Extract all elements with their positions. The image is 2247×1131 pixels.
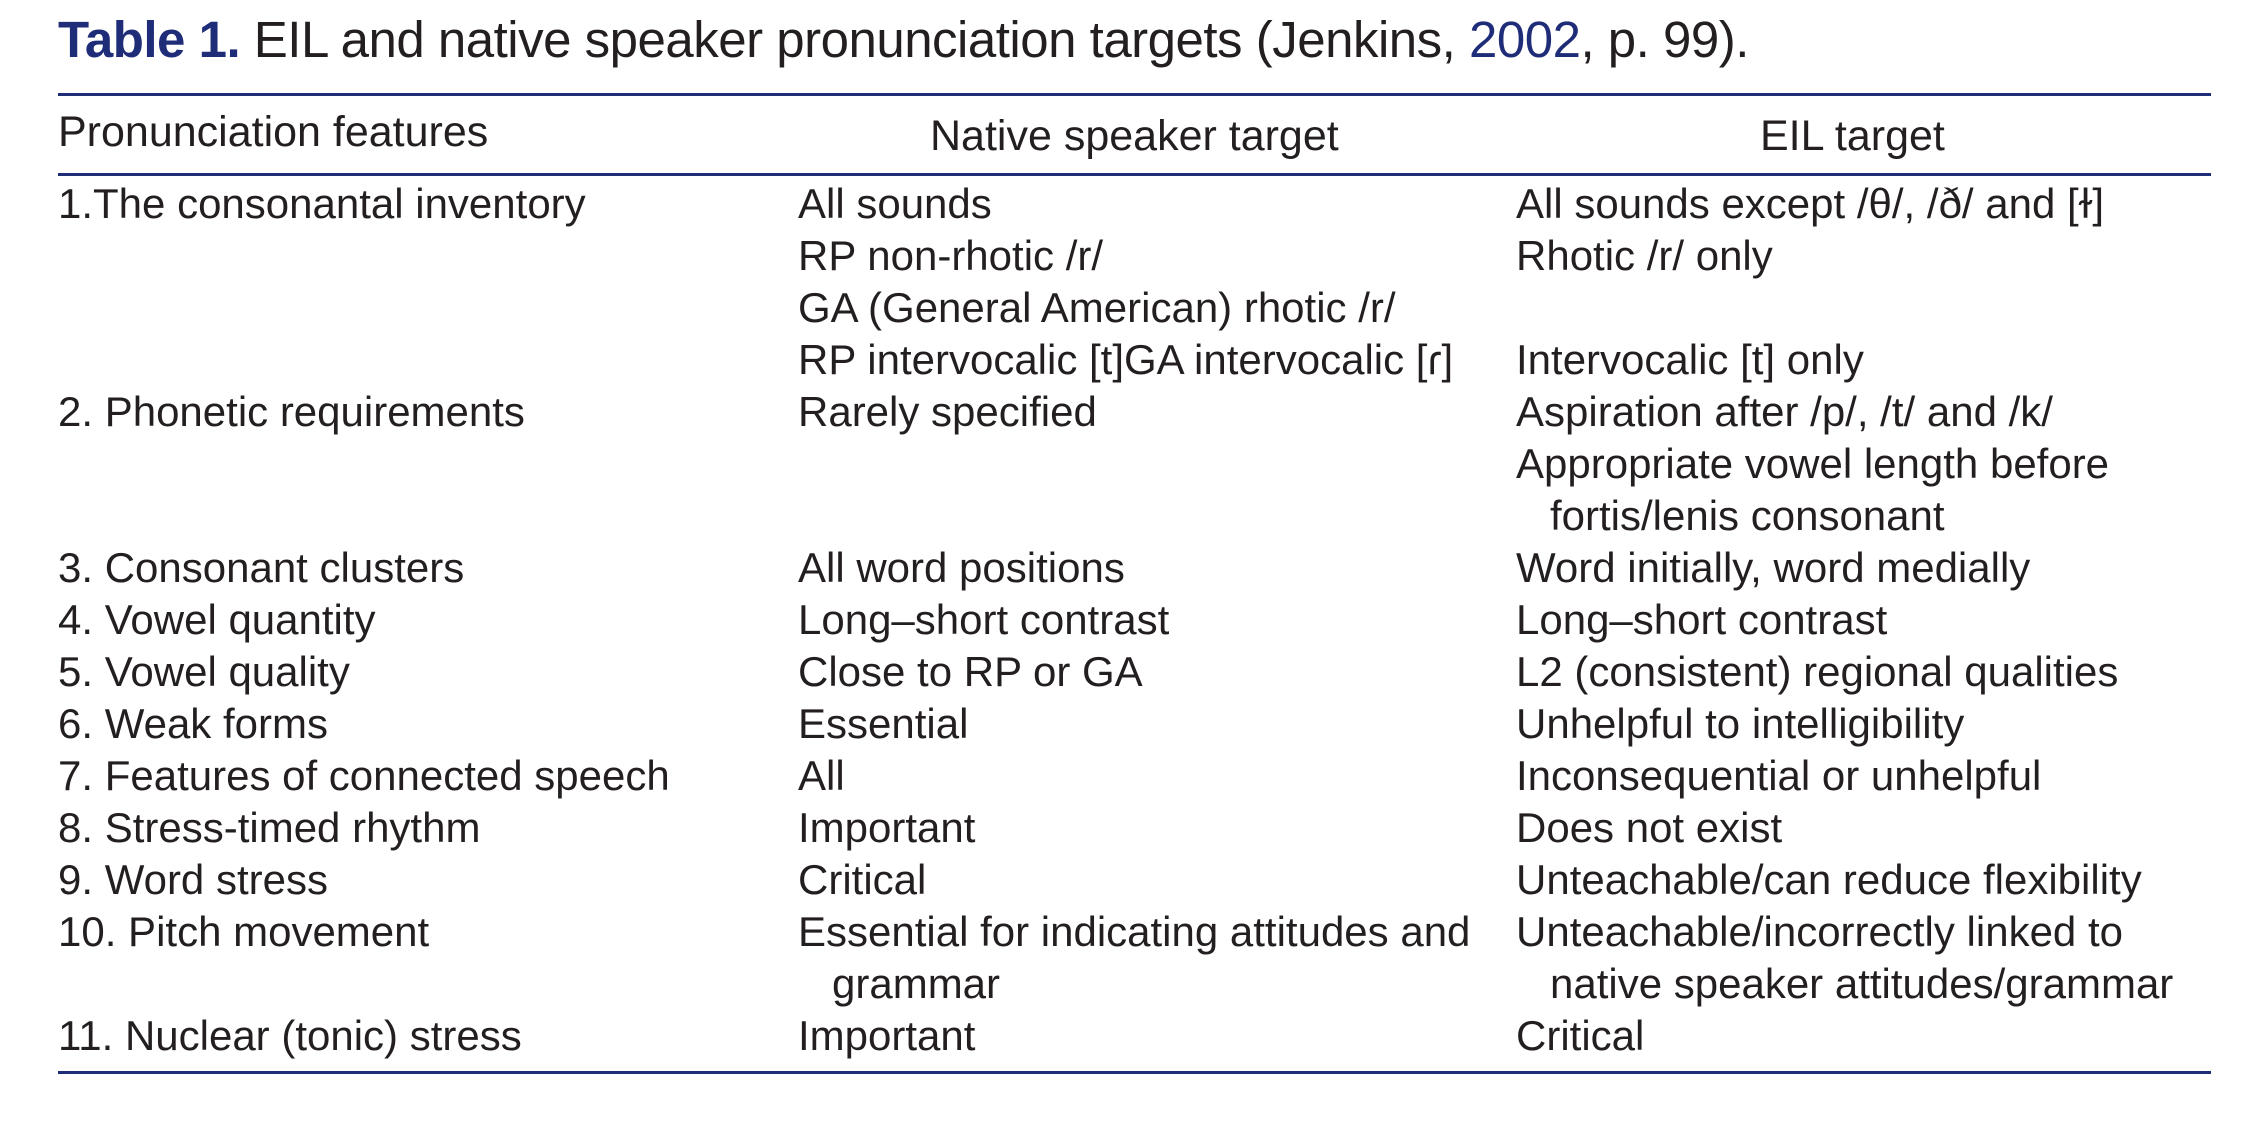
table-row <box>0 594 2247 646</box>
table-row <box>0 542 2247 594</box>
table-row <box>0 854 2247 906</box>
table-bottom-rule <box>58 1071 2211 1074</box>
cell-feature <box>58 698 328 750</box>
cell-line: L2 (consistent) regional qualities <box>1516 648 2119 695</box>
cell-line: Important <box>798 1012 976 1059</box>
cell-eil-target <box>1516 906 2173 1010</box>
column-header-native: Native speaker target <box>930 112 1339 160</box>
cell-native-target <box>798 178 1453 386</box>
cell-eil-target <box>1516 646 2118 698</box>
cell-eil-target <box>1516 386 2109 542</box>
cell-line: All <box>798 752 845 799</box>
table-label: Table 1. <box>58 11 241 68</box>
table-row <box>0 802 2247 854</box>
cell-line: Critical <box>1516 1012 1645 1059</box>
cell-eil-target <box>1516 1010 1644 1062</box>
cell-line: Intervocalic [t] only <box>1516 336 1864 383</box>
cell-line: Important <box>798 804 976 851</box>
cell-line: Unhelpful to intelligibility <box>1516 700 1965 747</box>
cell-line: Essential <box>798 700 969 747</box>
table-row <box>0 178 2247 386</box>
citation-year-link[interactable]: 2002 <box>1468 11 1581 68</box>
cell-line: Long–short contrast <box>1516 596 1888 643</box>
cell-line: grammar <box>832 960 1001 1007</box>
cell-eil-target <box>1516 594 1887 646</box>
cell-native-target <box>798 854 926 906</box>
table-row <box>0 750 2247 802</box>
cell-line: Essential for indicating attitudes and <box>798 908 1471 955</box>
cell-native-target <box>798 802 975 854</box>
cell-line: 8. Stress-timed rhythm <box>58 804 481 851</box>
cell-line: Appropriate vowel length before <box>1516 440 2110 487</box>
cell-native-target <box>798 906 1470 1010</box>
cell-line: Long–short contrast <box>798 596 1170 643</box>
table-row <box>0 906 2247 1010</box>
table-caption <box>58 8 1749 72</box>
cell-feature <box>58 1010 522 1062</box>
cell-eil-target <box>1516 178 2104 386</box>
caption-text-before: EIL and native speaker pronunciation targets (Jenkins, <box>240 11 1469 68</box>
cell-line: 3. Consonant clusters <box>58 544 465 591</box>
cell-line: 1.The consonantal inventory <box>58 180 586 227</box>
table-header-rule <box>58 173 2211 176</box>
cell-line: 10. Pitch movement <box>58 908 430 955</box>
cell-eil-target <box>1516 542 2030 594</box>
cell-line <box>1516 282 2104 334</box>
table-row <box>0 698 2247 750</box>
cell-line: Critical <box>798 856 927 903</box>
cell-feature <box>58 178 586 230</box>
cell-native-target <box>798 594 1169 646</box>
cell-line: 11. Nuclear (tonic) stress <box>58 1012 522 1059</box>
cell-eil-target <box>1516 698 1964 750</box>
cell-line: 2. Phonetic requirements <box>58 388 525 435</box>
column-header-feature: Pronunciation features <box>58 108 489 156</box>
cell-line: RP intervocalic [t]GA intervocalic [ɾ] <box>798 336 1454 383</box>
cell-feature <box>58 750 670 802</box>
table-body <box>0 178 2247 1062</box>
cell-line: 5. Vowel quality <box>58 648 350 695</box>
table-row <box>0 386 2247 542</box>
cell-native-target <box>798 698 968 750</box>
table-row <box>0 1010 2247 1062</box>
cell-line: All sounds except /θ/, /ð/ and [ɫ] <box>1516 180 2105 227</box>
cell-feature <box>58 854 328 906</box>
cell-feature <box>58 646 350 698</box>
table-row <box>0 646 2247 698</box>
cell-line: 9. Word stress <box>58 856 328 903</box>
cell-line: Unteachable/incorrectly linked to <box>1516 908 2123 955</box>
cell-eil-target <box>1516 802 1782 854</box>
cell-line: Rarely specified <box>798 388 1097 435</box>
cell-line: All sounds <box>798 180 992 227</box>
cell-line: native speaker attitudes/grammar <box>1550 960 2174 1007</box>
cell-feature <box>58 594 376 646</box>
cell-native-target <box>798 542 1125 594</box>
cell-line: Does not exist <box>1516 804 1783 851</box>
cell-line: All word positions <box>798 544 1125 591</box>
cell-feature <box>58 802 480 854</box>
cell-native-target <box>798 646 1143 698</box>
cell-line: Word initially, word medially <box>1516 544 2031 591</box>
cell-native-target <box>798 386 1097 438</box>
caption-text-after: , p. 99). <box>1580 11 1749 68</box>
cell-native-target <box>798 750 845 802</box>
cell-line: Inconsequential or unhelpful <box>1516 752 2042 799</box>
cell-line: 7. Features of connected speech <box>58 752 670 799</box>
cell-line: 6. Weak forms <box>58 700 328 747</box>
cell-eil-target <box>1516 854 2142 906</box>
cell-line: Aspiration after /p/, /t/ and /k/ <box>1516 388 2053 435</box>
cell-line: Close to RP or GA <box>798 648 1143 695</box>
table-header <box>0 96 2247 173</box>
column-header-eil: EIL target <box>1760 112 1945 160</box>
cell-feature <box>58 386 525 438</box>
cell-line: fortis/lenis consonant <box>1550 492 1945 539</box>
cell-line: 4. Vowel quantity <box>58 596 376 643</box>
cell-feature <box>58 542 464 594</box>
cell-feature <box>58 906 429 958</box>
cell-line: Rhotic /r/ only <box>1516 232 1773 279</box>
cell-line: GA (General American) rhotic /r/ <box>798 284 1396 331</box>
cell-line: RP non-rhotic /r/ <box>798 232 1104 279</box>
cell-eil-target <box>1516 750 2041 802</box>
cell-native-target <box>798 1010 975 1062</box>
cell-line: Unteachable/can reduce flexibility <box>1516 856 2142 903</box>
